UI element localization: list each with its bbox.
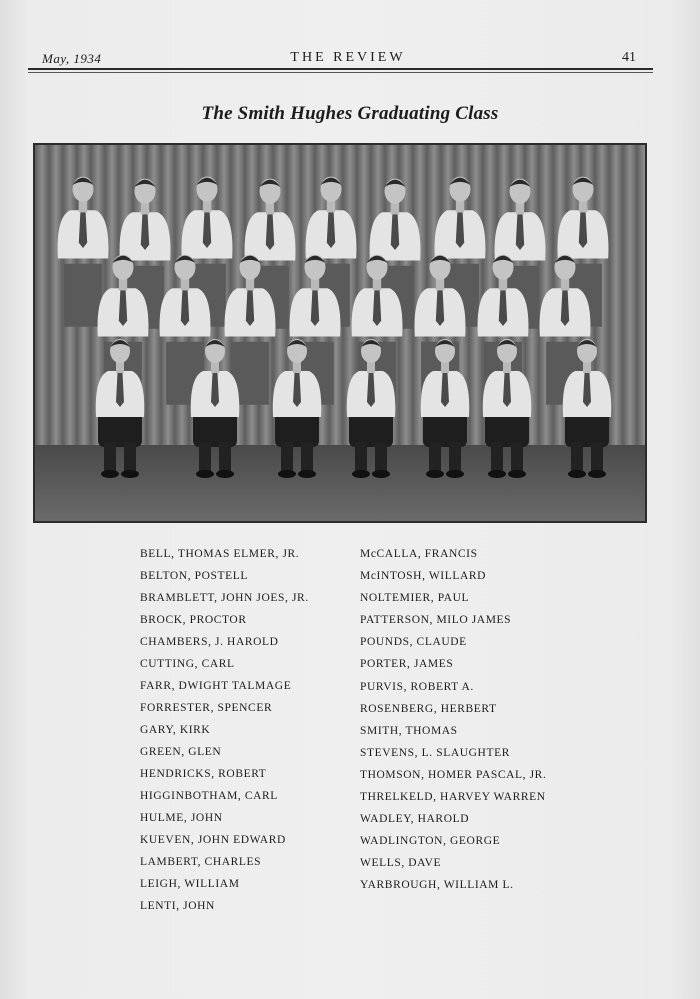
header-date: May, 1934 (42, 51, 102, 66)
graduate-name: WADLINGTON, GEORGE (360, 835, 501, 848)
graduate-name: LEIGH, WILLIAM (140, 878, 240, 890)
header-rule (28, 68, 653, 70)
graduate-name: HENDRICKS, ROBERT (140, 768, 267, 780)
graduate-name: LAMBERT, CHARLES (140, 856, 262, 868)
graduate-name: POUNDS, CLAUDE (360, 636, 467, 649)
graduate-name: PATTERSON, MILO JAMES (360, 614, 512, 627)
graduate-name: FORRESTER, SPENCER (140, 702, 273, 714)
graduate-name: McINTOSH, WILLARD (360, 570, 487, 583)
graduate-name: GREEN, GLEN (140, 746, 222, 758)
graduate-name: NOLTEMIER, PAUL (360, 592, 470, 605)
header-rule-thin (28, 72, 653, 73)
graduate-name: STEVENS, L. SLAUGHTER (360, 746, 510, 759)
graduate-name: KUEVEN, JOHN EDWARD (140, 834, 286, 846)
page-title: The Smith Hughes Graduating Class (201, 103, 499, 124)
graduate-name: McCALLA, FRANCIS (360, 548, 478, 560)
graduate-name: ROSENBERG, HERBERT (360, 702, 497, 715)
graduate-name: BRAMBLETT, JOHN JOES, JR. (140, 592, 309, 604)
graduate-name: GARY, KIRK (140, 724, 211, 736)
graduate-name: BELTON, POSTELL (140, 570, 249, 582)
graduate-name: PORTER, JAMES (360, 658, 454, 671)
page-header (42, 48, 654, 68)
class-photo-image (35, 145, 645, 521)
graduate-name: THOMSON, HOMER PASCAL, JR. (360, 768, 547, 781)
names-column-left (140, 543, 309, 917)
graduate-name: WELLS, DAVE (360, 857, 442, 870)
graduate-name: HIGGINBOTHAM, CARL (140, 790, 278, 802)
graduate-name: PURVIS, ROBERT A. (360, 680, 474, 693)
graduate-name: THRELKELD, HARVEY WARREN (360, 791, 546, 804)
graduate-name: WADLEY, HAROLD (360, 813, 470, 826)
graduate-name: SMITH, THOMAS (360, 724, 458, 737)
graduate-name: HULME, JOHN (140, 812, 223, 824)
graduate-name: FARR, DWIGHT TALMAGE (140, 680, 292, 692)
graduate-name: BROCK, PROCTOR (140, 614, 247, 626)
header-page-number: 41 (622, 50, 636, 65)
graduate-name: LENTI, JOHN (140, 900, 215, 912)
names-column-right (360, 543, 546, 897)
graduate-name: BELL, THOMAS ELMER, JR. (140, 548, 300, 560)
header-publication: THE REVIEW (290, 50, 406, 65)
graduate-name: YARBROUGH, WILLIAM L. (360, 879, 514, 892)
class-photo (33, 143, 647, 523)
graduate-name: CHAMBERS, J. HAROLD (140, 636, 279, 648)
graduate-name: CUTTING, CARL (140, 658, 235, 670)
